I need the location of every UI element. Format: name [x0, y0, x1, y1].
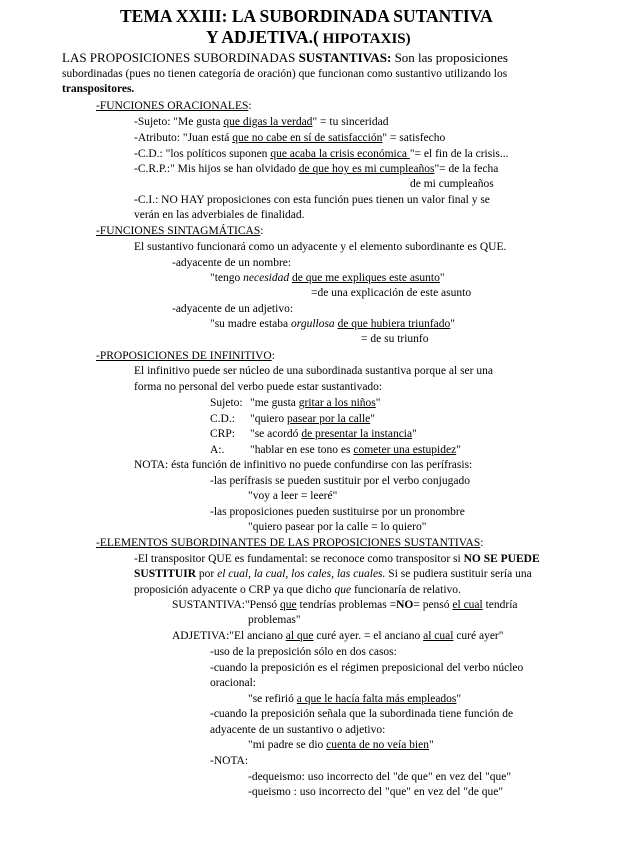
- text: "quiero: [250, 413, 287, 425]
- underlined-text: a que le hacía falta más empleados: [296, 693, 457, 705]
- line-uso: [210, 645, 397, 659]
- line-ady-adj: [172, 302, 293, 316]
- underlined-text: que no cabe en sí de satisfacción: [232, 132, 383, 144]
- text: por: [196, 568, 218, 580]
- line-inf-crp: [250, 427, 417, 441]
- heading-colon: :: [260, 225, 264, 237]
- label-sujeto: [210, 396, 243, 410]
- line-ex1-eq: [311, 286, 471, 300]
- text: -uso de la preposición sólo en dos casos:: [210, 646, 397, 658]
- line-c2-ex: [248, 738, 434, 752]
- text: " = tu sinceridad: [312, 116, 389, 128]
- text: = pensó: [413, 599, 453, 611]
- line-ex2-eq: [361, 332, 429, 346]
- line-el-1: [134, 552, 540, 566]
- text: "me gusta: [250, 397, 299, 409]
- text: A:.: [210, 444, 225, 456]
- text: tendría: [482, 599, 518, 611]
- text: Si se pudiera sustituir sería una: [385, 568, 532, 580]
- heading-text: -FUNCIONES ORACIONALES: [96, 100, 249, 112]
- text: SUSTANTIVA:"Pensó: [172, 599, 281, 611]
- underlined-text: al que: [285, 630, 314, 642]
- text: ": [450, 318, 455, 330]
- line-inf-p2: [134, 380, 382, 394]
- underlined-text: que: [280, 599, 297, 611]
- underlined-text: que acaba la crisis económica: [270, 148, 410, 160]
- text: ": [412, 428, 417, 440]
- text: CRP:: [210, 428, 235, 440]
- text: ": [456, 693, 462, 705]
- line-inf-nota: [134, 458, 472, 472]
- text: -Atributo: "Juan está: [134, 132, 233, 144]
- text: ": [375, 397, 381, 409]
- underlined-text: que digas la verdad: [223, 116, 313, 128]
- line-inf-n1: [210, 474, 470, 488]
- text: -C.I.: NO HAY proposiciones con esta función pues tienen un valor final y se: [134, 194, 490, 206]
- line-crp-cont: [410, 177, 494, 191]
- line-inf-a: [250, 443, 461, 457]
- line-sustantiva-cont: [248, 613, 301, 627]
- underlined-text: de que me expliques este asunto: [291, 272, 440, 284]
- text: -C.R.P.:" Mis hijos se han olvidado: [134, 163, 299, 175]
- text: "se refirió: [248, 693, 297, 705]
- label-a: [210, 443, 224, 457]
- line-crp: [134, 162, 498, 176]
- text: -C.D.: "los políticos suponen: [134, 148, 271, 160]
- title-text-2a: Y ADJETIVA.(: [206, 27, 319, 47]
- underlined-text: al cual: [423, 630, 454, 642]
- line-ci-1: [134, 193, 490, 207]
- line-c2-1: [210, 707, 513, 721]
- text: -cuando la preposición señala que la subordinada tiene función de: [210, 708, 514, 720]
- line-sint-p1: [134, 240, 506, 254]
- underlined-text: gritar a los niños: [298, 397, 376, 409]
- text: -NOTA:: [210, 755, 249, 767]
- underlined-text: de presentar la instancia: [301, 428, 413, 440]
- text: NOTA: ésta función de infinitivo no puede confundirse con las perífrasis:: [134, 459, 473, 471]
- text: " = satisfecho: [382, 132, 446, 144]
- text: "tengo: [210, 272, 244, 284]
- line-inf-n1-ex: [248, 489, 337, 503]
- line-c1-1: [210, 661, 523, 675]
- text: -las proposiciones pueden sustituirse por un pronombre: [210, 506, 465, 518]
- line-ex1: [210, 271, 445, 285]
- text: -El transpositor QUE es fundamental: se reconoce como transpositor si: [134, 553, 464, 565]
- text: "= el fin de la crisis...: [409, 148, 509, 160]
- line-c1-ex: [248, 692, 461, 706]
- heading-colon: :: [480, 537, 484, 549]
- line-el-3: [134, 583, 461, 597]
- line-cd: [134, 147, 509, 161]
- heading-colon: :: [248, 100, 252, 112]
- label-crp: [210, 427, 235, 441]
- text: forma no personal del verbo puede estar sustantivado:: [134, 381, 383, 393]
- intro-bold: SUSTANTIVAS:: [298, 50, 392, 65]
- heading-text: -ELEMENTOS SUBORDINANTES DE LAS PROPOSICIONES SUSTANTIVAS: [96, 537, 481, 549]
- text: tendrías problemas =: [296, 599, 397, 611]
- text: -adyacente de un adjetivo:: [172, 303, 294, 315]
- text: -cuando la preposición es el régimen preposicional del verbo núcleo: [210, 662, 524, 674]
- text: ADJETIVA:"El anciano: [172, 630, 286, 642]
- underlined-text: de que hubiera triunfado: [337, 318, 451, 330]
- intro-text: subordinadas (pues no tienen categoría de oración) que funcionan como sustantivo utilizando los: [62, 68, 508, 80]
- line-ady-nombre: [172, 256, 291, 270]
- section-heading-infinitivo: [96, 349, 275, 363]
- text: "mi padre se dio: [248, 739, 327, 751]
- text: -las perífrasis se pueden sustituir por el verbo conjugado: [210, 475, 470, 487]
- title-line-2: [206, 27, 411, 49]
- intro-text: LAS PROPOSICIONES SUBORDINADAS: [62, 50, 299, 65]
- line-queismo: [248, 785, 503, 799]
- text: "su madre estaba: [210, 318, 292, 330]
- text: de mi cumpleaños: [410, 178, 494, 190]
- line-el-2: [134, 567, 532, 581]
- line-inf-n2: [210, 505, 465, 519]
- text: funcionaría de relativo.: [351, 584, 461, 596]
- bold-text: NO SE PUEDE: [463, 553, 540, 565]
- bold-text: SUSTITUIR: [134, 568, 196, 580]
- text: ": [456, 444, 461, 456]
- title-line-1: [120, 6, 493, 26]
- intro-text: Son las proposiciones: [391, 50, 508, 65]
- text: ": [428, 739, 434, 751]
- text: Sujeto:: [210, 397, 243, 409]
- heading-text: -FUNCIONES SINTAGMÁTICAS: [96, 225, 261, 237]
- text: "se acordó: [250, 428, 302, 440]
- line-c1-2: [210, 676, 256, 690]
- underlined-text: el cual: [452, 599, 483, 611]
- text: El sustantivo funcionará como un adyacente y el elemento subordinante es QUE.: [134, 241, 507, 253]
- text: verán en las adverbiales de finalidad.: [134, 209, 305, 221]
- line-c2-2: [210, 723, 385, 737]
- title-text-2b: HIPOTAXIS): [318, 31, 411, 47]
- line-dequeismo: [248, 770, 511, 784]
- line-sustantiva: [172, 598, 518, 612]
- underlined-text: pasear por la calle: [286, 413, 371, 425]
- line-ex2: [210, 317, 455, 331]
- title-text-1: TEMA XXIII: LA SUBORDINADA SUTANTIVA: [120, 6, 493, 26]
- text: El infinitivo puede ser núcleo de una subordinada sustantiva porque al ser una: [134, 365, 493, 377]
- text: ": [370, 413, 375, 425]
- text: -adyacente de un nombre:: [172, 257, 292, 269]
- italic-text: orgullosa: [291, 318, 335, 330]
- section-heading-oracionales: [96, 99, 252, 113]
- text: "voy a leer = leeré": [248, 490, 338, 502]
- text: problemas": [248, 614, 301, 626]
- text: "= de la fecha: [434, 163, 499, 175]
- italic-text: el cual, la cual, los cales, las cuales.: [217, 568, 386, 580]
- underlined-text: de que hoy es mi cumpleaños: [298, 163, 435, 175]
- heading-colon: :: [271, 350, 275, 362]
- line-inf-p1: [134, 364, 493, 378]
- intro-bold: transpositores.: [62, 83, 135, 95]
- text: -dequeismo: uso incorrecto del "de que" en vez del "que": [248, 771, 512, 783]
- intro-line-1: [62, 50, 508, 66]
- label-cd: [210, 412, 235, 426]
- text: -Sujeto: "Me gusta: [134, 116, 224, 128]
- text: "quiero pasear por la calle = lo quiero": [248, 521, 427, 533]
- line-nota: [210, 754, 248, 768]
- underlined-text: cuenta de no veía bien: [326, 739, 429, 751]
- intro-line-2: [62, 67, 507, 81]
- text: -queismo : uso incorrecto del "que" en vez del "de que": [248, 786, 504, 798]
- text: =de una explicación de este asunto: [311, 287, 472, 299]
- line-inf-cd: [250, 412, 375, 426]
- intro-line-3: [62, 82, 134, 96]
- text: ": [439, 272, 445, 284]
- line-inf-sujeto: [250, 396, 380, 410]
- text: proposición adyacente o CRP ya que dicho: [134, 584, 335, 596]
- line-atributo: [134, 131, 445, 145]
- bold-text: NO: [396, 599, 414, 611]
- section-heading-sintagmaticas: [96, 224, 263, 238]
- line-adjetiva: [172, 629, 503, 643]
- section-heading-elementos: [96, 536, 483, 550]
- line-inf-n2-ex: [248, 520, 426, 534]
- heading-text: -PROPOSICIONES DE INFINITIVO: [96, 350, 272, 362]
- text: "hablar en ese tono es: [250, 444, 354, 456]
- text: adyacente de un sustantivo o adjetivo:: [210, 724, 386, 736]
- line-ci-2: [134, 208, 305, 222]
- text: C.D.:: [210, 413, 235, 425]
- italic-text: necesidad: [243, 272, 290, 284]
- text: curé ayer. = el anciano: [313, 630, 424, 642]
- text: = de su triunfo: [361, 333, 429, 345]
- text: oracional:: [210, 677, 256, 689]
- text: curé ayer": [453, 630, 504, 642]
- underlined-text: cometer una estupidez: [353, 444, 457, 456]
- line-sujeto: [134, 115, 388, 129]
- italic-text: que: [334, 584, 352, 596]
